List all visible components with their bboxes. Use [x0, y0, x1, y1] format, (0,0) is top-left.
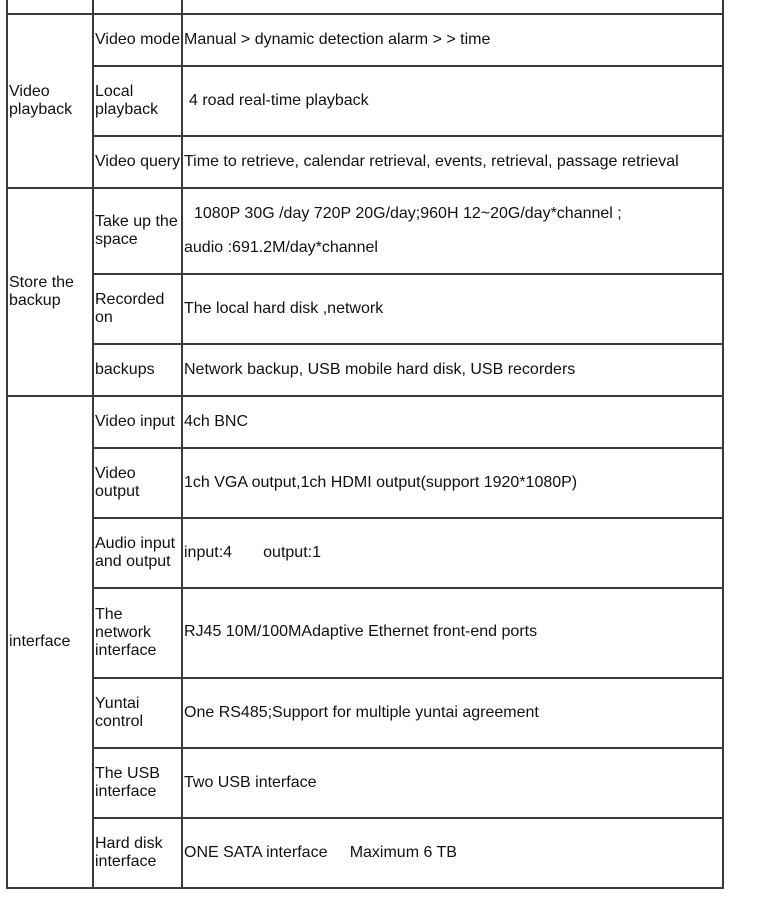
item-cell: Yuntai control — [93, 678, 182, 748]
item-cell: The USB interface — [93, 748, 182, 818]
value-cell: 4ch BNC — [182, 396, 723, 448]
category-cell — [7, 0, 93, 14]
table-row — [7, 448, 723, 518]
value-cell: 1ch VGA output,1ch HDMI output(support 1920*1080P) — [182, 448, 723, 518]
spec-table — [6, 0, 724, 889]
table-row — [7, 344, 723, 396]
value-cell — [182, 66, 723, 136]
category-cell-interface: interface — [7, 396, 93, 888]
table-row — [7, 588, 723, 678]
value-text: 4 road real-time playback — [189, 92, 369, 109]
value-cell: The local hard disk ,network — [182, 274, 723, 344]
table-row — [7, 518, 723, 588]
item-cell: Hard disk interface — [93, 818, 182, 888]
value-text-line1: 1080P 30G /day 720P 20G/day;960H 12~20G/day*channel ; — [194, 205, 622, 222]
value-cell: Time to retrieve, calendar retrieval, events, retrieval, passage retrieval — [182, 136, 723, 188]
table-row — [7, 748, 723, 818]
value-cell: Network backup, USB mobile hard disk, USB recorders — [182, 344, 723, 396]
table-row — [7, 678, 723, 748]
value-cell — [182, 0, 723, 14]
value-cell: RJ45 10M/100MAdaptive Ethernet front-end ports — [182, 588, 723, 678]
value-cell: ONE SATA interface Maximum 6 TB — [182, 818, 723, 888]
item-cell: Local playback — [93, 66, 182, 136]
item-cell: backups — [93, 344, 182, 396]
item-cell: Video query — [93, 136, 182, 188]
table-row — [7, 396, 723, 448]
value-cell: Two USB interface — [182, 748, 723, 818]
value-cell: Manual > dynamic detection alarm > > time — [182, 14, 723, 66]
category-cell-video-playback: Video playback — [7, 14, 93, 188]
item-cell: Recorded on — [93, 274, 182, 344]
table-row — [7, 66, 723, 136]
item-cell: Video input — [93, 396, 182, 448]
table-row — [7, 188, 723, 274]
category-cell-store-backup: Store the backup — [7, 188, 93, 396]
value-cell — [182, 188, 723, 274]
item-cell: Audio input and output — [93, 518, 182, 588]
item-cell: Video mode — [93, 14, 182, 66]
table-row — [7, 0, 723, 14]
value-cell: input:4 output:1 — [182, 518, 723, 588]
table-row — [7, 818, 723, 888]
item-cell: The network interface — [93, 588, 182, 678]
item-cell: Take up the space — [93, 188, 182, 274]
item-cell — [93, 0, 182, 14]
table-row — [7, 274, 723, 344]
value-text-line2: audio :691.2M/day*channel — [184, 239, 378, 256]
item-cell: Video output — [93, 448, 182, 518]
table-row — [7, 136, 723, 188]
table-row — [7, 14, 723, 66]
value-cell: One RS485;Support for multiple yuntai agreement — [182, 678, 723, 748]
